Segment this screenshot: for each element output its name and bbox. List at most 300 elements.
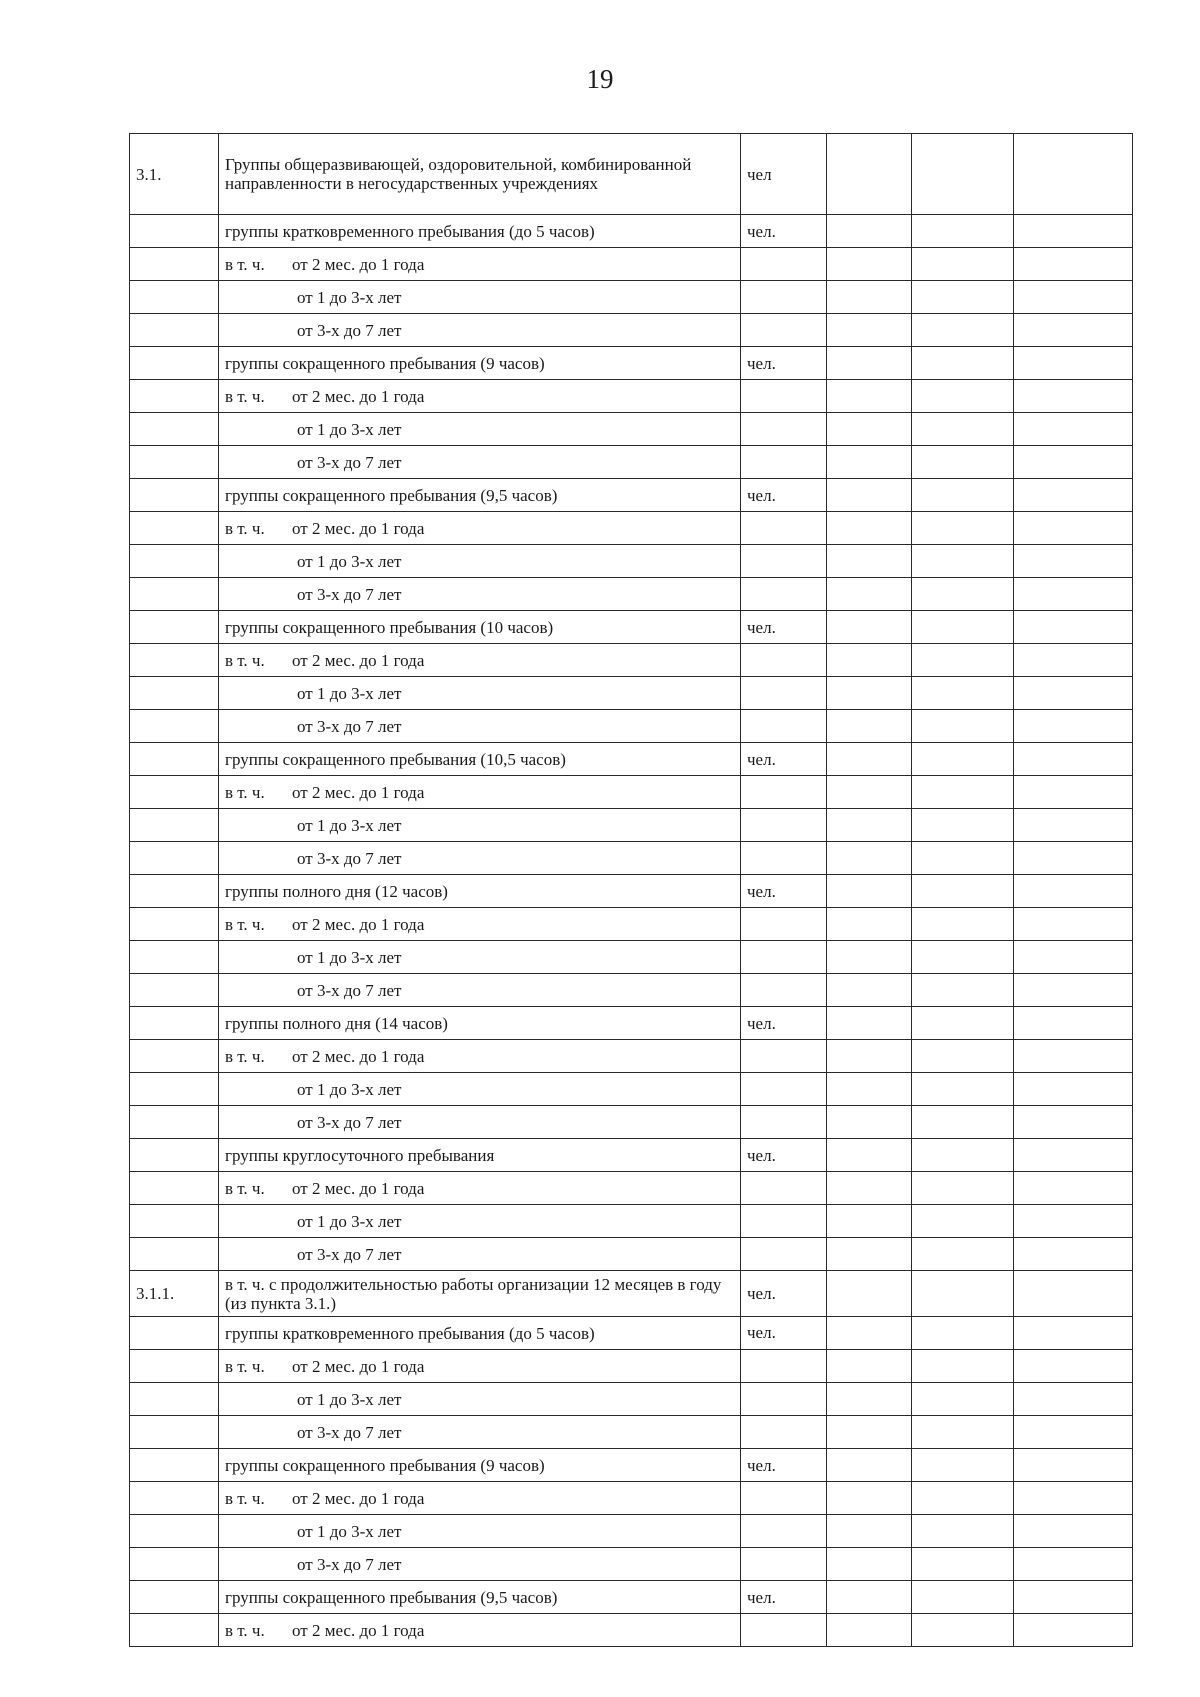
value-cell xyxy=(912,941,1014,974)
value-cell xyxy=(827,644,912,677)
table-row xyxy=(130,479,1133,512)
indicator-name-cell xyxy=(219,1614,741,1647)
value-cell xyxy=(827,413,912,446)
item-number-cell xyxy=(130,1482,219,1515)
item-number-cell xyxy=(130,1238,219,1271)
value-cell xyxy=(1014,1548,1133,1581)
item-number-cell xyxy=(130,644,219,677)
indicator-name-cell: группы сокращенного пребывания (9,5 часов) xyxy=(219,479,741,512)
unit-cell: чел xyxy=(741,134,827,215)
value-cell xyxy=(912,1007,1014,1040)
table-row xyxy=(130,611,1133,644)
unit-cell xyxy=(741,578,827,611)
indicator-name-cell xyxy=(219,1205,741,1238)
value-cell xyxy=(912,281,1014,314)
item-number-cell xyxy=(130,1205,219,1238)
including-prefix: в т. ч. xyxy=(225,1356,265,1376)
age-range-label: от 3-х до 7 лет xyxy=(297,584,402,604)
table-row xyxy=(130,1416,1133,1449)
item-number-cell xyxy=(130,1106,219,1139)
item-number-cell xyxy=(130,347,219,380)
unit-cell xyxy=(741,512,827,545)
table-row xyxy=(130,908,1133,941)
value-cell xyxy=(1014,842,1133,875)
value-cell xyxy=(1014,1073,1133,1106)
value-cell xyxy=(912,1106,1014,1139)
unit-cell xyxy=(741,1172,827,1205)
table-row xyxy=(130,1238,1133,1271)
including-prefix: в т. ч. xyxy=(225,518,265,538)
value-cell xyxy=(827,1073,912,1106)
table-row xyxy=(130,1449,1133,1482)
item-number-cell xyxy=(130,1449,219,1482)
item-number-cell xyxy=(130,215,219,248)
indicator-name-cell xyxy=(219,809,741,842)
value-cell xyxy=(1014,743,1133,776)
item-number-cell xyxy=(130,677,219,710)
unit-cell xyxy=(741,908,827,941)
value-cell xyxy=(912,1515,1014,1548)
indicator-name-cell xyxy=(219,281,741,314)
value-cell xyxy=(827,578,912,611)
value-cell xyxy=(912,545,1014,578)
indicator-name-cell xyxy=(219,1172,741,1205)
value-cell xyxy=(912,710,1014,743)
item-number-cell xyxy=(130,743,219,776)
value-cell xyxy=(827,347,912,380)
indicator-name-cell: группы кратковременного пребывания (до 5 часов) xyxy=(219,1317,741,1350)
indicator-name-cell xyxy=(219,1350,741,1383)
age-range-label: от 1 до 3-х лет xyxy=(297,287,402,307)
indicator-name-cell xyxy=(219,1515,741,1548)
value-cell xyxy=(912,1383,1014,1416)
item-number-cell xyxy=(130,413,219,446)
table-row xyxy=(130,1007,1133,1040)
value-cell xyxy=(912,1317,1014,1350)
value-cell xyxy=(912,1548,1014,1581)
age-range-label: от 2 мес. до 1 года xyxy=(292,914,425,934)
table-row xyxy=(130,974,1133,1007)
value-cell xyxy=(827,545,912,578)
item-number-cell xyxy=(130,545,219,578)
value-cell xyxy=(827,479,912,512)
unit-cell xyxy=(741,941,827,974)
value-cell xyxy=(827,314,912,347)
value-cell xyxy=(1014,677,1133,710)
unit-cell: чел. xyxy=(741,1449,827,1482)
value-cell xyxy=(1014,644,1133,677)
value-cell xyxy=(912,1172,1014,1205)
value-cell xyxy=(1014,314,1133,347)
value-cell xyxy=(1014,413,1133,446)
value-cell xyxy=(912,1449,1014,1482)
including-prefix: в т. ч. xyxy=(225,1620,265,1640)
indicator-name-cell xyxy=(219,578,741,611)
value-cell xyxy=(827,1106,912,1139)
item-number-cell xyxy=(130,1581,219,1614)
item-number-cell xyxy=(130,1040,219,1073)
indicator-name-cell xyxy=(219,1383,741,1416)
value-cell xyxy=(912,134,1014,215)
item-number-cell xyxy=(130,314,219,347)
age-range-label: от 3-х до 7 лет xyxy=(297,716,402,736)
table-row xyxy=(130,380,1133,413)
value-cell xyxy=(1014,1238,1133,1271)
value-cell xyxy=(1014,1449,1133,1482)
value-cell xyxy=(1014,1007,1133,1040)
age-range-label: от 1 до 3-х лет xyxy=(297,1521,402,1541)
value-cell xyxy=(827,134,912,215)
indicator-name-cell xyxy=(219,1238,741,1271)
indicator-name-cell xyxy=(219,512,741,545)
value-cell xyxy=(1014,578,1133,611)
age-range-label: от 1 до 3-х лет xyxy=(297,1389,402,1409)
value-cell xyxy=(1014,875,1133,908)
age-range-label: от 3-х до 7 лет xyxy=(297,1554,402,1574)
value-cell xyxy=(1014,1106,1133,1139)
table-row xyxy=(130,512,1133,545)
value-cell xyxy=(827,776,912,809)
value-cell xyxy=(1014,611,1133,644)
item-number-cell xyxy=(130,1614,219,1647)
indicator-name-cell: группы сокращенного пребывания (10 часов) xyxy=(219,611,741,644)
indicator-name-cell xyxy=(219,908,741,941)
value-cell xyxy=(912,809,1014,842)
including-prefix: в т. ч. xyxy=(225,914,265,934)
indicator-name-cell xyxy=(219,1106,741,1139)
table-row xyxy=(130,1139,1133,1172)
value-cell xyxy=(827,1383,912,1416)
value-cell xyxy=(827,941,912,974)
value-cell xyxy=(1014,1614,1133,1647)
value-cell xyxy=(827,380,912,413)
item-number-cell xyxy=(130,1515,219,1548)
value-cell xyxy=(1014,1350,1133,1383)
unit-cell xyxy=(741,710,827,743)
table-row xyxy=(130,776,1133,809)
table-row xyxy=(130,446,1133,479)
unit-cell xyxy=(741,1040,827,1073)
value-cell xyxy=(1014,347,1133,380)
age-range-label: от 2 мес. до 1 года xyxy=(292,1620,425,1640)
age-range-label: от 2 мес. до 1 года xyxy=(292,782,425,802)
value-cell xyxy=(827,281,912,314)
value-cell xyxy=(1014,908,1133,941)
value-cell xyxy=(827,1614,912,1647)
table-row xyxy=(130,134,1133,215)
value-cell xyxy=(912,413,1014,446)
item-number-cell xyxy=(130,1548,219,1581)
item-number-cell xyxy=(130,974,219,1007)
age-range-label: от 2 мес. до 1 года xyxy=(292,386,425,406)
value-cell xyxy=(1014,1515,1133,1548)
age-range-label: от 2 мес. до 1 года xyxy=(292,650,425,670)
indicator-name-cell xyxy=(219,1548,741,1581)
unit-cell xyxy=(741,1383,827,1416)
item-number-cell xyxy=(130,1073,219,1106)
item-number-cell xyxy=(130,380,219,413)
item-number-cell xyxy=(130,875,219,908)
unit-cell xyxy=(741,1238,827,1271)
indicator-name-cell xyxy=(219,1416,741,1449)
value-cell xyxy=(1014,380,1133,413)
indicator-name-cell: группы кратковременного пребывания (до 5 часов) xyxy=(219,215,741,248)
value-cell xyxy=(827,710,912,743)
indicator-name-cell xyxy=(219,545,741,578)
unit-cell: чел. xyxy=(741,1139,827,1172)
age-range-label: от 3-х до 7 лет xyxy=(297,1244,402,1264)
value-cell xyxy=(1014,248,1133,281)
value-cell xyxy=(1014,776,1133,809)
unit-cell: чел. xyxy=(741,875,827,908)
item-number-cell: 3.1.1. xyxy=(130,1271,219,1317)
indicator-name-cell: группы сокращенного пребывания (9 часов) xyxy=(219,1449,741,1482)
table-row xyxy=(130,1106,1133,1139)
value-cell xyxy=(912,1614,1014,1647)
value-cell xyxy=(1014,1205,1133,1238)
age-range-label: от 3-х до 7 лет xyxy=(297,980,402,1000)
unit-cell xyxy=(741,1548,827,1581)
age-range-label: от 1 до 3-х лет xyxy=(297,419,402,439)
value-cell xyxy=(1014,1416,1133,1449)
unit-cell xyxy=(741,1350,827,1383)
table-row xyxy=(130,1317,1133,1350)
value-cell xyxy=(912,1205,1014,1238)
value-cell xyxy=(912,974,1014,1007)
unit-cell: чел. xyxy=(741,215,827,248)
value-cell xyxy=(912,1139,1014,1172)
value-cell xyxy=(912,1581,1014,1614)
age-range-label: от 2 мес. до 1 года xyxy=(292,1356,425,1376)
unit-cell xyxy=(741,446,827,479)
including-prefix: в т. ч. xyxy=(225,1488,265,1508)
indicator-name-cell xyxy=(219,842,741,875)
table-row xyxy=(130,1205,1133,1238)
age-range-label: от 1 до 3-х лет xyxy=(297,815,402,835)
unit-cell xyxy=(741,314,827,347)
unit-cell xyxy=(741,677,827,710)
value-cell xyxy=(827,446,912,479)
age-range-label: от 3-х до 7 лет xyxy=(297,452,402,472)
age-range-label: от 2 мес. до 1 года xyxy=(292,254,425,274)
value-cell xyxy=(827,875,912,908)
value-cell xyxy=(827,974,912,1007)
table-row xyxy=(130,1614,1133,1647)
value-cell xyxy=(1014,1317,1133,1350)
table-row xyxy=(130,248,1133,281)
value-cell xyxy=(912,1238,1014,1271)
unit-cell xyxy=(741,1416,827,1449)
value-cell xyxy=(1014,1040,1133,1073)
value-cell xyxy=(1014,1139,1133,1172)
indicator-name-cell: группы сокращенного пребывания (9 часов) xyxy=(219,347,741,380)
value-cell xyxy=(1014,974,1133,1007)
unit-cell xyxy=(741,809,827,842)
unit-cell xyxy=(741,1073,827,1106)
table-row xyxy=(130,842,1133,875)
item-number-cell xyxy=(130,1007,219,1040)
value-cell xyxy=(1014,1482,1133,1515)
value-cell xyxy=(912,1350,1014,1383)
value-cell xyxy=(1014,215,1133,248)
value-cell xyxy=(827,215,912,248)
age-range-label: от 2 мес. до 1 года xyxy=(292,1488,425,1508)
table-row xyxy=(130,644,1133,677)
value-cell xyxy=(827,1205,912,1238)
including-prefix: в т. ч. xyxy=(225,1178,265,1198)
unit-cell xyxy=(741,644,827,677)
age-range-label: от 1 до 3-х лет xyxy=(297,947,402,967)
including-prefix: в т. ч. xyxy=(225,782,265,802)
indicator-name-cell xyxy=(219,413,741,446)
unit-cell: чел. xyxy=(741,1007,827,1040)
age-range-label: от 1 до 3-х лет xyxy=(297,1079,402,1099)
table-row xyxy=(130,347,1133,380)
value-cell xyxy=(827,512,912,545)
table-row xyxy=(130,1172,1133,1205)
value-cell xyxy=(827,1007,912,1040)
indicator-name-cell: группы полного дня (12 часов) xyxy=(219,875,741,908)
value-cell xyxy=(1014,1271,1133,1317)
table-row xyxy=(130,1581,1133,1614)
value-cell xyxy=(912,1040,1014,1073)
item-number-cell xyxy=(130,446,219,479)
indicator-name-cell: в т. ч. с продолжительностью работы организации 12 месяцев в году (из пункта 3.1.) xyxy=(219,1271,741,1317)
value-cell xyxy=(827,908,912,941)
age-range-label: от 1 до 3-х лет xyxy=(297,1211,402,1231)
indicator-name-cell xyxy=(219,644,741,677)
value-cell xyxy=(1014,941,1133,974)
value-cell xyxy=(1014,479,1133,512)
value-cell xyxy=(912,578,1014,611)
indicator-name-cell xyxy=(219,677,741,710)
value-cell xyxy=(827,677,912,710)
value-cell xyxy=(912,1271,1014,1317)
value-cell xyxy=(912,446,1014,479)
item-number-cell: 3.1. xyxy=(130,134,219,215)
item-number-cell xyxy=(130,1383,219,1416)
indicator-name-cell xyxy=(219,314,741,347)
age-range-label: от 1 до 3-х лет xyxy=(297,683,402,703)
age-range-label: от 3-х до 7 лет xyxy=(297,848,402,868)
unit-cell xyxy=(741,842,827,875)
item-number-cell xyxy=(130,512,219,545)
statistics-table xyxy=(129,133,1133,1647)
unit-cell xyxy=(741,248,827,281)
table-row xyxy=(130,314,1133,347)
unit-cell xyxy=(741,1205,827,1238)
table-row xyxy=(130,413,1133,446)
item-number-cell xyxy=(130,710,219,743)
unit-cell xyxy=(741,1106,827,1139)
indicator-name-cell: группы сокращенного пребывания (9,5 часов) xyxy=(219,1581,741,1614)
value-cell xyxy=(912,347,1014,380)
indicator-name-cell: группы полного дня (14 часов) xyxy=(219,1007,741,1040)
table-row xyxy=(130,1073,1133,1106)
age-range-label: от 2 мес. до 1 года xyxy=(292,1178,425,1198)
table-row xyxy=(130,875,1133,908)
item-number-cell xyxy=(130,281,219,314)
item-number-cell xyxy=(130,1172,219,1205)
value-cell xyxy=(912,248,1014,281)
value-cell xyxy=(1014,512,1133,545)
value-cell xyxy=(912,215,1014,248)
table-row xyxy=(130,578,1133,611)
value-cell xyxy=(912,776,1014,809)
value-cell xyxy=(912,380,1014,413)
item-number-cell xyxy=(130,479,219,512)
value-cell xyxy=(912,875,1014,908)
indicator-name-cell: группы круглосуточного пребывания xyxy=(219,1139,741,1172)
value-cell xyxy=(827,743,912,776)
value-cell xyxy=(912,908,1014,941)
table-row xyxy=(130,743,1133,776)
table-row xyxy=(130,1383,1133,1416)
table-row xyxy=(130,677,1133,710)
unit-cell xyxy=(741,974,827,1007)
value-cell xyxy=(827,1238,912,1271)
including-prefix: в т. ч. xyxy=(225,386,265,406)
age-range-label: от 1 до 3-х лет xyxy=(297,551,402,571)
table-row xyxy=(130,1271,1133,1317)
item-number-cell xyxy=(130,842,219,875)
table-row xyxy=(130,1350,1133,1383)
page-number: 19 xyxy=(586,64,614,94)
including-prefix: в т. ч. xyxy=(225,650,265,670)
including-prefix: в т. ч. xyxy=(225,1046,265,1066)
indicator-name-cell: Группы общеразвивающей, оздоровительной, комбинированной направленности в негосударственных учреждениях xyxy=(219,134,741,215)
table-row xyxy=(130,809,1133,842)
value-cell xyxy=(827,1317,912,1350)
table-row xyxy=(130,941,1133,974)
value-cell xyxy=(1014,1383,1133,1416)
value-cell xyxy=(1014,545,1133,578)
value-cell xyxy=(827,1350,912,1383)
value-cell xyxy=(1014,446,1133,479)
value-cell xyxy=(912,314,1014,347)
indicator-name-cell xyxy=(219,710,741,743)
table-row xyxy=(130,710,1133,743)
value-cell xyxy=(827,1139,912,1172)
table-row xyxy=(130,215,1133,248)
value-cell xyxy=(827,809,912,842)
item-number-cell xyxy=(130,1416,219,1449)
unit-cell: чел. xyxy=(741,479,827,512)
unit-cell xyxy=(741,1482,827,1515)
value-cell xyxy=(827,1581,912,1614)
indicator-name-cell xyxy=(219,941,741,974)
item-number-cell xyxy=(130,809,219,842)
unit-cell xyxy=(741,413,827,446)
value-cell xyxy=(827,248,912,281)
value-cell xyxy=(1014,1581,1133,1614)
table-row xyxy=(130,1515,1133,1548)
unit-cell: чел. xyxy=(741,743,827,776)
item-number-cell xyxy=(130,908,219,941)
value-cell xyxy=(912,512,1014,545)
indicator-name-cell xyxy=(219,1073,741,1106)
unit-cell xyxy=(741,1515,827,1548)
value-cell xyxy=(1014,1172,1133,1205)
table-row xyxy=(130,1548,1133,1581)
value-cell xyxy=(912,644,1014,677)
item-number-cell xyxy=(130,1350,219,1383)
value-cell xyxy=(827,1515,912,1548)
item-number-cell xyxy=(130,611,219,644)
unit-cell: чел. xyxy=(741,611,827,644)
age-range-label: от 2 мес. до 1 года xyxy=(292,1046,425,1066)
value-cell xyxy=(827,1040,912,1073)
